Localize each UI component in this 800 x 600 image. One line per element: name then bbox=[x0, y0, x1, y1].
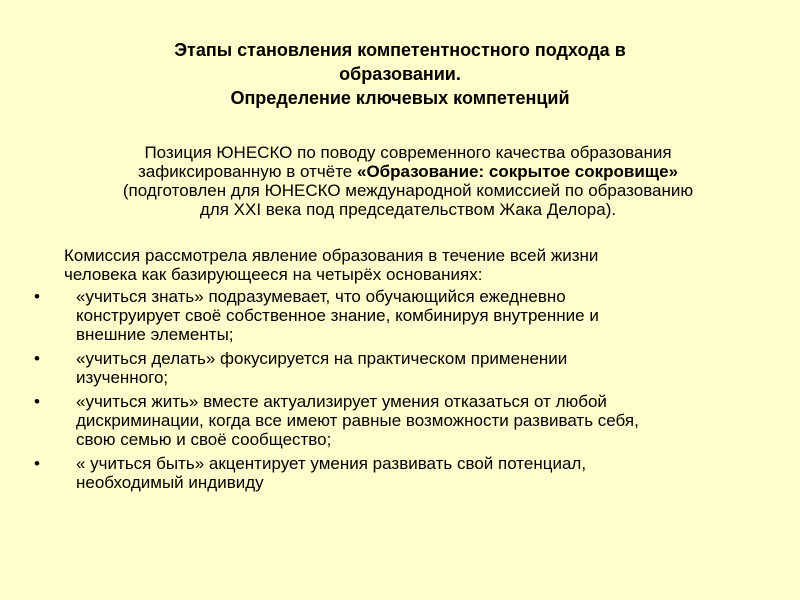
bullet-icon: • bbox=[34, 392, 40, 411]
commission-intro bbox=[40, 246, 760, 284]
slide-title bbox=[80, 38, 720, 110]
list-item-line: необходимый индивиду bbox=[76, 473, 264, 492]
unesco-line-2 bbox=[58, 162, 758, 181]
list-item bbox=[34, 349, 760, 387]
list-item bbox=[34, 392, 760, 449]
title-line-2: образовании. bbox=[339, 64, 461, 84]
unesco-line-2-text: зафиксированную в отчёте bbox=[137, 162, 357, 181]
bullet-icon: • bbox=[34, 349, 40, 368]
title-line-3: Определение ключевых компетенций bbox=[230, 88, 570, 108]
list-item-line: «учиться делать» фокусируется на практическом применении bbox=[76, 349, 568, 368]
list-item-line: внешние элементы; bbox=[76, 325, 234, 344]
unesco-position-paragraph bbox=[58, 143, 758, 219]
list-item bbox=[34, 287, 760, 344]
list-item-line: изученного; bbox=[76, 368, 169, 387]
list-item-line: «учиться жить» вместе актуализирует умения отказаться от любой bbox=[76, 392, 607, 411]
list-item-line: свою семью и своё сообщество; bbox=[76, 430, 332, 449]
report-title: «Образование: сокрытое сокровище» bbox=[356, 162, 679, 181]
unesco-line-1: Позиция ЮНЕСКО по поводу современного качества образования bbox=[144, 143, 672, 162]
pillars-list bbox=[34, 287, 760, 492]
list-item-line: « учиться быть» акцентирует умения развивать свой потенциал, bbox=[76, 454, 587, 473]
list-item-line: «учиться знать» подразумевает, что обучающийся ежедневно bbox=[76, 287, 566, 306]
intro-line-2: человека как базирующееся на четырёх основаниях: bbox=[64, 265, 483, 284]
bullet-icon: • bbox=[34, 454, 40, 473]
list-item bbox=[34, 454, 760, 492]
unesco-line-3: (подготовлен для ЮНЕСКО международной комиссией по образованию bbox=[122, 181, 694, 200]
unesco-line-4: для XXI века под председательством Жака Делора). bbox=[199, 200, 617, 219]
list-item-line: конструирует своё собственное знание, комбинируя внутренние и bbox=[76, 306, 599, 325]
slide-body bbox=[34, 246, 760, 497]
title-line-1: Этапы становления компетентностного подхода в bbox=[174, 40, 626, 60]
intro-line-1: Комиссия рассмотрела явление образования в течение всей жизни bbox=[64, 246, 599, 265]
list-item-line: дискриминации, когда все имеют равные возможности развивать себя, bbox=[76, 411, 639, 430]
bullet-icon: • bbox=[34, 287, 40, 306]
